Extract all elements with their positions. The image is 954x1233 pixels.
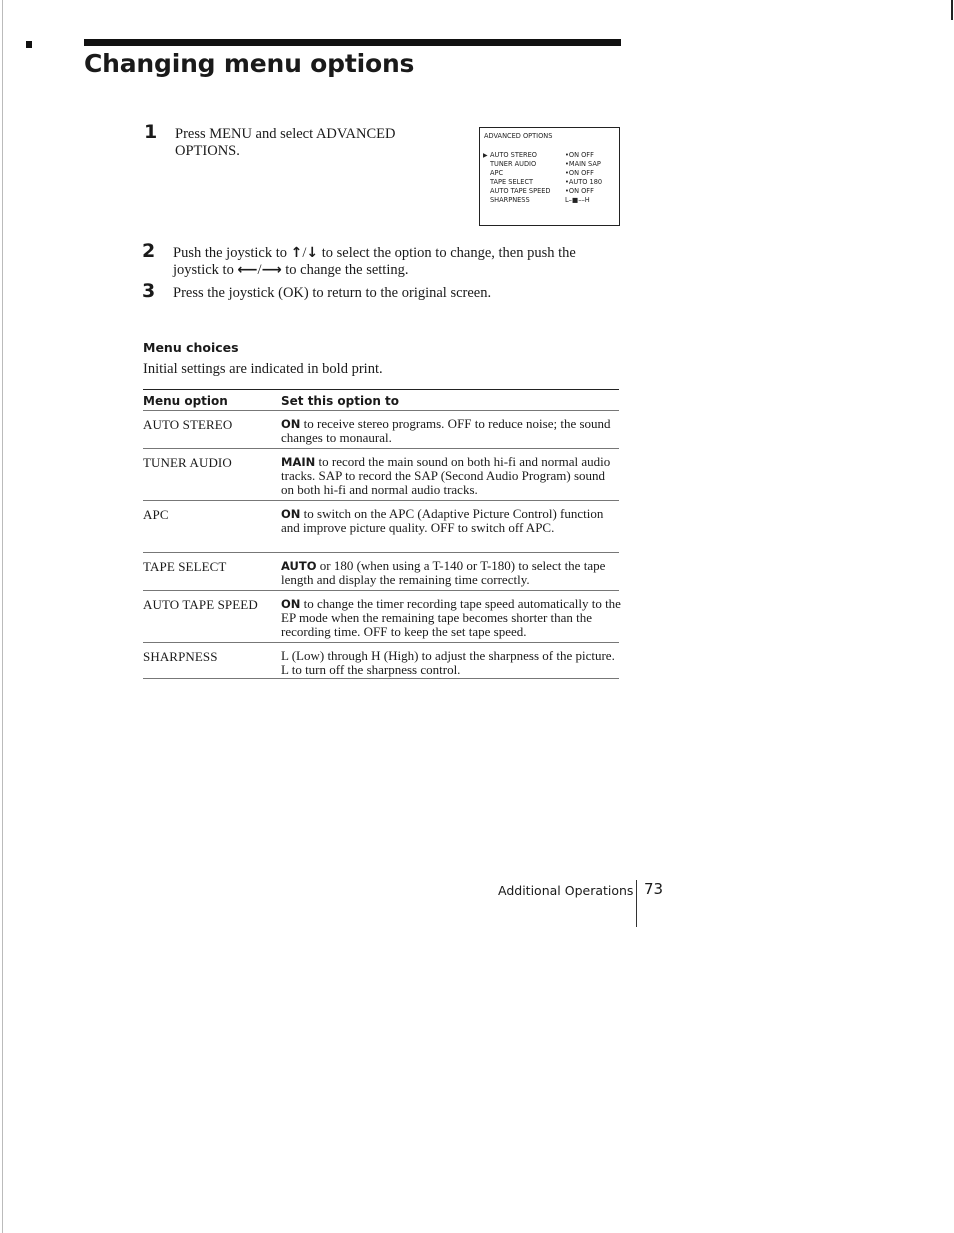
description-text: or 180 (when using a T-140 or T-180) to select the tape length and display the remaining time correctly.	[281, 558, 606, 587]
step-1-text	[175, 126, 395, 160]
step-2-text-b: to select the option to change, then push the	[321, 245, 576, 261]
menu-choices-heading: Menu choices	[143, 340, 239, 355]
step-2-line-2	[173, 262, 613, 279]
step-3-text: Press the joystick (OK) to return to the original screen.	[173, 285, 492, 301]
osd-option-name: APC	[490, 169, 504, 178]
osd-row	[483, 187, 617, 196]
default-setting: ON	[281, 597, 301, 611]
option-name: SHARPNESS	[143, 649, 218, 664]
option-description	[281, 553, 621, 587]
footer-section-name: Additional Operations	[498, 883, 634, 898]
table-row	[143, 448, 619, 500]
osd-row	[483, 196, 617, 205]
osd-menu-list	[483, 151, 617, 206]
step-2-number: 2	[142, 240, 156, 262]
menu-choices-intro: Initial settings are indicated in bold print.	[143, 361, 383, 377]
arrow-separator: /	[302, 245, 307, 261]
cursor-icon: ▶	[483, 152, 488, 159]
step-2-text-a: Push the joystick to	[173, 245, 287, 261]
option-name: APC	[143, 507, 169, 522]
osd-option-value: •ON OFF	[565, 187, 594, 196]
page-number: 73	[644, 880, 664, 898]
menu-choices-table	[143, 389, 619, 679]
osd-option-name: TAPE SELECT	[490, 178, 534, 187]
footer-divider	[636, 880, 637, 927]
title-rule	[84, 39, 621, 46]
table-header	[143, 390, 619, 410]
option-description	[281, 411, 621, 445]
option-name: TAPE SELECT	[143, 559, 227, 574]
option-description	[281, 449, 621, 497]
step-2-text-c: joystick to	[173, 262, 234, 278]
option-description	[281, 591, 621, 639]
page-title: Changing menu options	[84, 49, 415, 78]
default-setting: ON	[281, 507, 301, 521]
table-row	[143, 552, 619, 590]
step-3-number: 3	[142, 280, 156, 302]
description-text: to receive stereo programs. OFF to reduce noise; the sound changes to monaural.	[281, 416, 611, 445]
step-2-line-1	[173, 245, 613, 262]
osd-row	[483, 160, 617, 169]
step-1-line-2: OPTIONS.	[175, 143, 240, 159]
col-menu-option: Menu option	[143, 394, 228, 408]
arrow-separator: /	[257, 262, 262, 278]
option-name: AUTO TAPE SPEED	[143, 597, 258, 612]
step-2-text-d: to change the setting.	[285, 262, 409, 278]
arrow-up-icon: ↑	[290, 245, 303, 261]
step-1-number: 1	[144, 121, 158, 143]
description-text: L (Low) through H (High) to adjust the sharpness of the picture. L to turn off the sharpness control.	[281, 648, 615, 677]
step-2-text	[173, 245, 613, 279]
osd-option-name: AUTO TAPE SPEED	[490, 187, 551, 196]
description-text: to switch on the APC (Adaptive Picture Control) function and improve picture quality. OFF to switch off APC.	[281, 506, 604, 535]
scan-edge	[2, 0, 3, 1233]
osd-option-value: •ON OFF	[565, 151, 594, 159]
option-name: TUNER AUDIO	[143, 455, 232, 470]
table-row	[143, 500, 619, 552]
table-row	[143, 642, 619, 679]
option-description	[281, 643, 621, 677]
option-description	[281, 501, 621, 535]
section-marker	[26, 41, 32, 48]
col-set-option: Set this option to	[281, 394, 400, 408]
osd-row	[483, 169, 617, 178]
table-row	[143, 590, 619, 642]
option-name: AUTO STEREO	[143, 417, 233, 432]
advanced-options-screen	[479, 127, 620, 226]
description-text: to change the timer recording tape speed automatically to the EP mode when the remaining tape becomes shorter than the recording time. OFF to keep the set tape speed.	[281, 596, 621, 639]
osd-row	[483, 151, 617, 160]
osd-option-value: •ON OFF	[565, 169, 594, 178]
osd-option-name: AUTO STEREO	[490, 151, 537, 159]
default-setting: AUTO	[281, 559, 317, 573]
osd-option-name: SHARPNESS	[490, 196, 530, 205]
osd-row	[483, 178, 617, 187]
default-setting: ON	[281, 417, 301, 431]
step-1-line-1: Press MENU and select ADVANCED	[175, 126, 396, 142]
description-text: to record the main sound on both hi-fi and normal audio tracks. SAP to record the SAP (Second Audio Program) sound on both hi-fi and normal audio tracks.	[281, 454, 611, 497]
default-setting: MAIN	[281, 455, 316, 469]
osd-option-value: •MAIN SAP	[565, 160, 601, 169]
scan-mark	[951, 0, 953, 20]
table-row	[143, 410, 619, 448]
osd-option-value: •AUTO 180	[565, 178, 603, 187]
arrow-down-icon: ↓	[306, 245, 319, 261]
osd-option-value: L–■––H	[565, 196, 590, 205]
osd-option-name: TUNER AUDIO	[490, 160, 537, 169]
osd-title: ADVANCED OPTIONS	[484, 132, 553, 140]
arrow-left-icon: ⟵	[237, 262, 258, 278]
arrow-right-icon: ⟶	[261, 262, 282, 278]
